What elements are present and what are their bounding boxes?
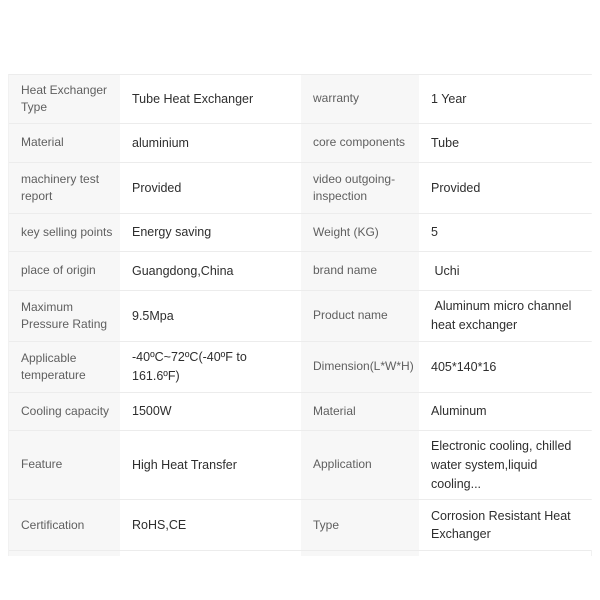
spec-label: place of origin — [9, 252, 120, 290]
spec-row — [9, 342, 591, 393]
cutoff-label-cell — [301, 551, 419, 556]
spec-label: machinery test report — [9, 163, 120, 213]
spec-value: aluminium — [120, 124, 301, 162]
spec-value: RoHS,CE — [120, 500, 301, 550]
spec-value: Corrosion Resistant Heat Exchanger — [419, 500, 593, 550]
spec-value: Provided — [120, 163, 301, 213]
cutoff-value-cell — [120, 551, 301, 556]
spec-value: 1500W — [120, 393, 301, 430]
spec-label: core components — [301, 124, 419, 162]
spec-label: Certification — [9, 500, 120, 550]
spec-value: Tube — [419, 124, 593, 162]
spec-row — [9, 291, 591, 342]
spec-row-cutoff — [9, 551, 591, 556]
spec-row — [9, 75, 591, 124]
spec-label: brand name — [301, 252, 419, 290]
spec-label: Material — [9, 124, 120, 162]
spec-row — [9, 124, 591, 163]
spec-value: Guangdong,China — [120, 252, 301, 290]
spec-value: 405*140*16 — [419, 342, 593, 392]
spec-value: Provided — [419, 163, 593, 213]
spec-value: Aluminum — [419, 393, 593, 430]
spec-label: warranty — [301, 75, 419, 123]
cutoff-value-cell — [419, 551, 591, 556]
spec-value: 5 — [419, 214, 593, 251]
spec-value: Energy saving — [120, 214, 301, 251]
product-specs-table — [8, 74, 592, 556]
spec-label: Feature — [9, 431, 120, 499]
spec-label: Heat Exchanger Type — [9, 75, 120, 123]
spec-value: Uchi — [419, 252, 593, 290]
spec-row — [9, 431, 591, 500]
spec-label: Weight (KG) — [301, 214, 419, 251]
spec-value: 1 Year — [419, 75, 593, 123]
spec-label: Cooling capacity — [9, 393, 120, 430]
spec-row — [9, 500, 591, 551]
spec-value: Aluminum micro channel heat exchanger — [419, 291, 593, 341]
spec-row — [9, 252, 591, 291]
spec-value: Tube Heat Exchanger — [120, 75, 301, 123]
spec-value: Electronic cooling, chilled water system,liquid cooling... — [419, 431, 593, 499]
spec-label: Maximum Pressure Rating — [9, 291, 120, 341]
spec-value: High Heat Transfer — [120, 431, 301, 499]
cutoff-label-cell — [9, 551, 120, 556]
spec-label: Product name — [301, 291, 419, 341]
spec-value: 9.5Mpa — [120, 291, 301, 341]
spec-label: video outgoing-inspection — [301, 163, 419, 213]
spec-row — [9, 393, 591, 431]
spec-row — [9, 214, 591, 252]
spec-label: Dimension(L*W*H) — [301, 342, 419, 392]
spec-label: key selling points — [9, 214, 120, 251]
spec-label: Applicable temperature — [9, 342, 120, 392]
spec-label: Material — [301, 393, 419, 430]
spec-label: Type — [301, 500, 419, 550]
spec-row — [9, 163, 591, 214]
spec-value: -40ºC~72ºC(-40ºF to 161.6ºF) — [120, 342, 301, 392]
spec-label: Application — [301, 431, 419, 499]
